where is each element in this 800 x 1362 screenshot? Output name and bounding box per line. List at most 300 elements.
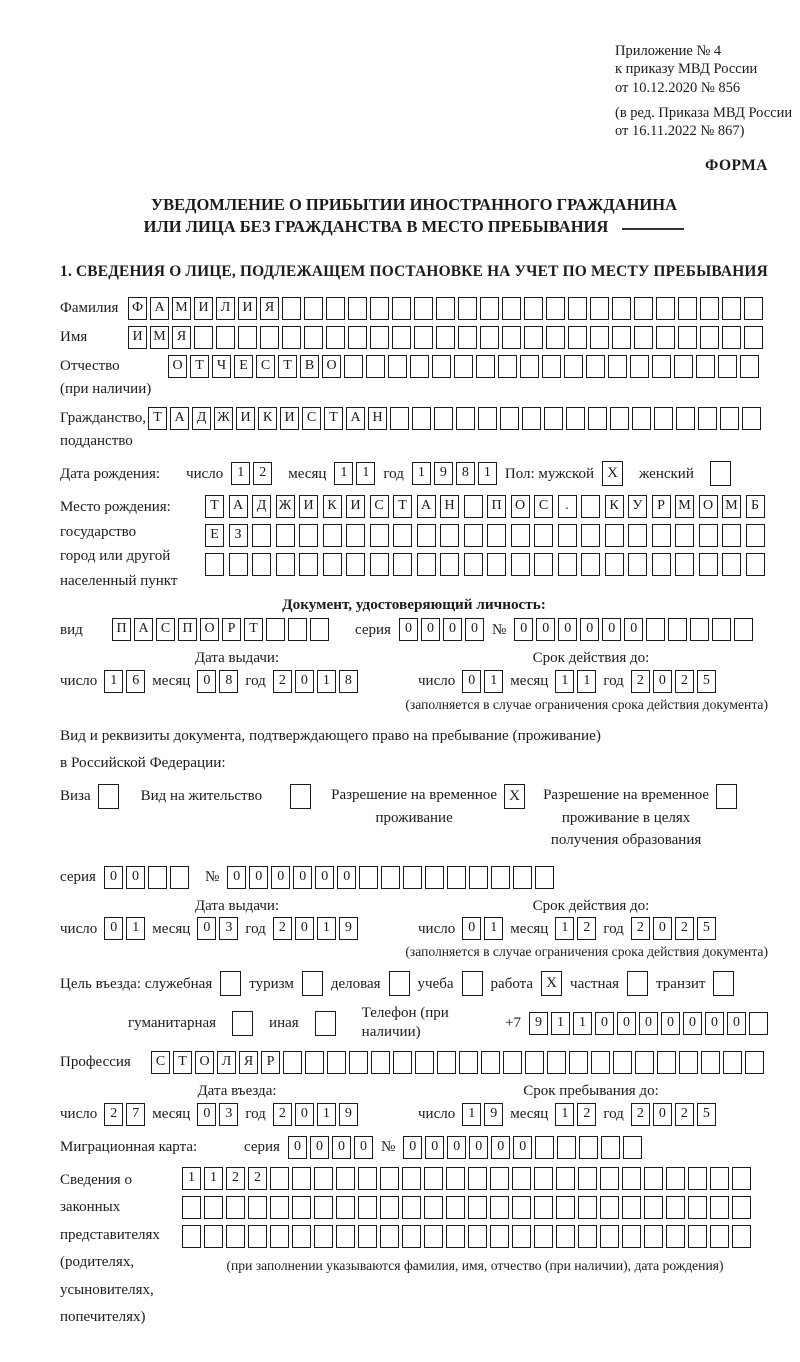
char-cell[interactable] [414,297,433,320]
char-cell[interactable] [656,326,675,349]
char-cell[interactable]: 2 [577,1103,596,1126]
char-cell[interactable] [558,553,577,576]
char-cell[interactable] [723,1051,742,1074]
char-cell[interactable] [392,326,411,349]
char-cell[interactable] [502,297,521,320]
char-cell[interactable] [688,1196,707,1219]
char-cell[interactable]: 0 [653,917,672,940]
char-cell[interactable]: 0 [653,670,672,693]
char-cell[interactable]: Б [746,495,765,518]
char-cell[interactable] [512,1196,531,1219]
char-cell[interactable] [469,866,488,889]
sex-male-checkbox[interactable]: X [602,461,623,486]
char-cell[interactable] [346,553,365,576]
char-cell[interactable] [502,326,521,349]
char-cell[interactable]: 0 [249,866,268,889]
char-cell[interactable]: П [178,618,197,641]
char-cell[interactable] [194,326,213,349]
char-cell[interactable]: 0 [465,618,484,641]
char-cell[interactable] [600,1167,619,1190]
char-cell[interactable]: 2 [675,1103,694,1126]
char-cell[interactable] [226,1225,245,1248]
purpose-work-checkbox[interactable]: X [541,971,562,996]
char-cell[interactable] [381,866,400,889]
char-cell[interactable] [304,326,323,349]
char-cell[interactable] [282,326,301,349]
char-cell[interactable] [393,553,412,576]
sex-female-checkbox[interactable] [710,461,731,486]
char-cell[interactable]: 0 [639,1012,658,1035]
char-cell[interactable]: 0 [197,917,216,940]
char-cell[interactable] [392,297,411,320]
char-cell[interactable] [734,618,753,641]
char-cell[interactable]: П [112,618,131,641]
char-cell[interactable] [358,1167,377,1190]
char-cell[interactable] [718,355,737,378]
char-cell[interactable] [464,524,483,547]
char-cell[interactable]: И [128,326,147,349]
char-cell[interactable] [698,407,717,430]
char-cell[interactable] [588,407,607,430]
char-cell[interactable] [590,297,609,320]
char-cell[interactable] [417,524,436,547]
char-cell[interactable] [700,297,719,320]
char-cell[interactable]: О [168,355,187,378]
char-cell[interactable] [578,1196,597,1219]
char-cell[interactable]: 5 [697,670,716,693]
char-cell[interactable] [534,1167,553,1190]
char-cell[interactable] [722,524,741,547]
char-cell[interactable] [740,355,759,378]
char-cell[interactable]: 2 [104,1103,123,1126]
char-cell[interactable] [578,1167,597,1190]
char-cell[interactable]: Ч [212,355,231,378]
char-cell[interactable]: 0 [513,1136,532,1159]
char-cell[interactable] [393,524,412,547]
char-cell[interactable]: 9 [484,1103,503,1126]
char-cell[interactable] [432,355,451,378]
char-cell[interactable]: Т [278,355,297,378]
char-cell[interactable] [581,524,600,547]
char-cell[interactable]: 0 [295,670,314,693]
char-cell[interactable]: 0 [558,618,577,641]
char-cell[interactable]: 1 [484,670,503,693]
char-cell[interactable] [314,1167,333,1190]
char-cell[interactable] [425,866,444,889]
char-cell[interactable] [746,524,765,547]
char-cell[interactable]: О [699,495,718,518]
char-cell[interactable]: 0 [443,618,462,641]
char-cell[interactable] [402,1225,421,1248]
char-cell[interactable]: З [229,524,248,547]
char-cell[interactable] [464,495,483,518]
char-cell[interactable]: Я [260,297,279,320]
char-cell[interactable] [710,1167,729,1190]
char-cell[interactable]: 1 [104,670,123,693]
char-cell[interactable]: 0 [469,1136,488,1159]
char-cell[interactable]: Р [652,495,671,518]
char-cell[interactable] [535,1136,554,1159]
char-cell[interactable] [632,407,651,430]
char-cell[interactable]: С [302,407,321,430]
char-cell[interactable] [314,1225,333,1248]
char-cell[interactable]: Я [239,1051,258,1074]
char-cell[interactable] [712,618,731,641]
temp-residence-education-checkbox[interactable] [716,784,737,809]
char-cell[interactable] [503,1051,522,1074]
char-cell[interactable] [282,297,301,320]
char-cell[interactable]: 0 [617,1012,636,1035]
char-cell[interactable] [205,553,224,576]
char-cell[interactable]: 0 [227,866,246,889]
char-cell[interactable]: 0 [399,618,418,641]
char-cell[interactable] [700,326,719,349]
char-cell[interactable] [511,553,530,576]
char-cell[interactable]: 2 [577,917,596,940]
char-cell[interactable]: 9 [434,462,453,485]
char-cell[interactable]: И [346,495,365,518]
char-cell[interactable]: К [258,407,277,430]
char-cell[interactable]: Т [393,495,412,518]
char-cell[interactable]: 0 [580,618,599,641]
char-cell[interactable] [238,326,257,349]
char-cell[interactable]: 2 [273,670,292,693]
char-cell[interactable]: 3 [219,1103,238,1126]
char-cell[interactable] [336,1167,355,1190]
char-cell[interactable] [581,495,600,518]
char-cell[interactable] [676,407,695,430]
char-cell[interactable] [652,524,671,547]
char-cell[interactable] [524,326,543,349]
char-cell[interactable] [380,1167,399,1190]
char-cell[interactable]: Т [205,495,224,518]
purpose-business-checkbox[interactable] [389,971,410,996]
char-cell[interactable] [710,1225,729,1248]
char-cell[interactable] [288,618,307,641]
char-cell[interactable]: 0 [514,618,533,641]
char-cell[interactable] [299,524,318,547]
char-cell[interactable] [556,1225,575,1248]
char-cell[interactable] [366,355,385,378]
char-cell[interactable] [327,1051,346,1074]
char-cell[interactable]: 0 [310,1136,329,1159]
char-cell[interactable] [644,1225,663,1248]
char-cell[interactable]: А [417,495,436,518]
char-cell[interactable] [623,1136,642,1159]
char-cell[interactable] [742,407,761,430]
char-cell[interactable] [534,1225,553,1248]
char-cell[interactable]: С [156,618,175,641]
char-cell[interactable] [323,553,342,576]
char-cell[interactable] [688,1167,707,1190]
char-cell[interactable] [601,1136,620,1159]
char-cell[interactable] [652,553,671,576]
char-cell[interactable]: М [150,326,169,349]
char-cell[interactable] [612,326,631,349]
char-cell[interactable]: 0 [315,866,334,889]
purpose-private-checkbox[interactable] [627,971,648,996]
char-cell[interactable]: 0 [271,866,290,889]
char-cell[interactable] [487,553,506,576]
char-cell[interactable]: 0 [295,1103,314,1126]
char-cell[interactable] [522,407,541,430]
char-cell[interactable] [646,618,665,641]
char-cell[interactable]: 1 [231,462,250,485]
char-cell[interactable] [732,1196,751,1219]
char-cell[interactable]: 0 [462,917,481,940]
char-cell[interactable]: 0 [491,1136,510,1159]
char-cell[interactable] [666,1196,685,1219]
char-cell[interactable] [403,866,422,889]
char-cell[interactable] [447,866,466,889]
char-cell[interactable] [446,1167,465,1190]
char-cell[interactable] [326,326,345,349]
char-cell[interactable]: И [280,407,299,430]
char-cell[interactable] [358,1196,377,1219]
char-cell[interactable] [490,1167,509,1190]
char-cell[interactable] [544,407,563,430]
char-cell[interactable] [591,1051,610,1074]
char-cell[interactable]: 0 [126,866,145,889]
char-cell[interactable]: 2 [248,1167,267,1190]
char-cell[interactable] [380,1225,399,1248]
char-cell[interactable]: В [300,355,319,378]
char-cell[interactable]: 0 [197,670,216,693]
char-cell[interactable]: 0 [595,1012,614,1035]
char-cell[interactable] [564,355,583,378]
char-cell[interactable]: 0 [624,618,643,641]
char-cell[interactable]: Ж [276,495,295,518]
char-cell[interactable] [652,355,671,378]
char-cell[interactable] [434,407,453,430]
char-cell[interactable]: 0 [288,1136,307,1159]
char-cell[interactable]: К [323,495,342,518]
char-cell[interactable] [666,1167,685,1190]
char-cell[interactable] [305,1051,324,1074]
char-cell[interactable] [628,553,647,576]
char-cell[interactable] [468,1225,487,1248]
char-cell[interactable]: 3 [219,917,238,940]
char-cell[interactable]: Т [173,1051,192,1074]
char-cell[interactable] [182,1225,201,1248]
char-cell[interactable] [546,297,565,320]
char-cell[interactable]: И [236,407,255,430]
char-cell[interactable] [668,618,687,641]
char-cell[interactable] [270,1167,289,1190]
char-cell[interactable]: 9 [339,1103,358,1126]
visa-checkbox[interactable] [98,784,119,809]
char-cell[interactable] [613,1051,632,1074]
char-cell[interactable]: 1 [317,1103,336,1126]
char-cell[interactable] [534,524,553,547]
char-cell[interactable] [622,1225,641,1248]
char-cell[interactable] [525,1051,544,1074]
char-cell[interactable]: 0 [536,618,555,641]
char-cell[interactable]: 1 [573,1012,592,1035]
char-cell[interactable] [458,326,477,349]
char-cell[interactable]: Д [252,495,271,518]
char-cell[interactable]: 1 [577,670,596,693]
char-cell[interactable]: 0 [354,1136,373,1159]
char-cell[interactable] [388,355,407,378]
char-cell[interactable] [749,1012,768,1035]
char-cell[interactable]: А [229,495,248,518]
char-cell[interactable] [458,297,477,320]
char-cell[interactable] [675,524,694,547]
char-cell[interactable]: 5 [697,917,716,940]
char-cell[interactable]: Т [244,618,263,641]
char-cell[interactable] [292,1196,311,1219]
char-cell[interactable] [476,355,495,378]
char-cell[interactable]: О [200,618,219,641]
char-cell[interactable]: 1 [356,462,375,485]
char-cell[interactable] [675,553,694,576]
char-cell[interactable]: 1 [555,917,574,940]
char-cell[interactable] [380,1196,399,1219]
char-cell[interactable] [657,1051,676,1074]
char-cell[interactable]: 2 [675,917,694,940]
char-cell[interactable] [414,326,433,349]
purpose-transit-checkbox[interactable] [713,971,734,996]
char-cell[interactable]: М [172,297,191,320]
char-cell[interactable] [569,1051,588,1074]
char-cell[interactable] [557,1136,576,1159]
char-cell[interactable] [678,297,697,320]
char-cell[interactable]: 1 [182,1167,201,1190]
char-cell[interactable] [622,1167,641,1190]
char-cell[interactable]: С [151,1051,170,1074]
char-cell[interactable] [393,1051,412,1074]
char-cell[interactable]: О [511,495,530,518]
char-cell[interactable]: 1 [484,917,503,940]
char-cell[interactable] [456,407,475,430]
purpose-tourism-checkbox[interactable] [302,971,323,996]
char-cell[interactable] [674,355,693,378]
char-cell[interactable]: 2 [253,462,272,485]
char-cell[interactable] [654,407,673,430]
char-cell[interactable] [310,618,329,641]
char-cell[interactable] [644,1167,663,1190]
char-cell[interactable] [480,297,499,320]
char-cell[interactable]: А [150,297,169,320]
char-cell[interactable] [359,866,378,889]
char-cell[interactable] [558,524,577,547]
char-cell[interactable]: С [256,355,275,378]
char-cell[interactable] [481,1051,500,1074]
char-cell[interactable] [252,553,271,576]
char-cell[interactable] [390,407,409,430]
char-cell[interactable]: Ж [214,407,233,430]
char-cell[interactable]: О [195,1051,214,1074]
char-cell[interactable] [229,553,248,576]
char-cell[interactable] [204,1225,223,1248]
char-cell[interactable] [590,326,609,349]
char-cell[interactable]: И [194,297,213,320]
char-cell[interactable]: Т [324,407,343,430]
char-cell[interactable] [542,355,561,378]
char-cell[interactable] [370,553,389,576]
char-cell[interactable]: 0 [462,670,481,693]
char-cell[interactable]: С [534,495,553,518]
char-cell[interactable]: И [238,297,257,320]
char-cell[interactable]: 2 [273,917,292,940]
char-cell[interactable] [722,297,741,320]
char-cell[interactable] [746,553,765,576]
char-cell[interactable] [568,326,587,349]
char-cell[interactable]: 1 [334,462,353,485]
char-cell[interactable] [605,553,624,576]
char-cell[interactable] [326,297,345,320]
char-cell[interactable] [292,1225,311,1248]
char-cell[interactable] [744,297,763,320]
char-cell[interactable] [446,1225,465,1248]
char-cell[interactable]: 1 [555,670,574,693]
char-cell[interactable]: 1 [317,670,336,693]
char-cell[interactable]: У [628,495,647,518]
char-cell[interactable]: 0 [683,1012,702,1035]
char-cell[interactable] [283,1051,302,1074]
char-cell[interactable] [566,407,585,430]
char-cell[interactable] [666,1225,685,1248]
char-cell[interactable]: Т [148,407,167,430]
char-cell[interactable] [546,326,565,349]
char-cell[interactable] [412,407,431,430]
temp-residence-checkbox[interactable]: X [504,784,525,809]
char-cell[interactable] [204,1196,223,1219]
char-cell[interactable] [512,1167,531,1190]
char-cell[interactable]: 0 [661,1012,680,1035]
char-cell[interactable]: 8 [219,670,238,693]
char-cell[interactable]: 0 [337,866,356,889]
char-cell[interactable] [622,1196,641,1219]
char-cell[interactable]: 2 [631,1103,650,1126]
char-cell[interactable] [534,553,553,576]
char-cell[interactable] [568,297,587,320]
char-cell[interactable] [511,524,530,547]
char-cell[interactable] [578,1225,597,1248]
char-cell[interactable] [581,553,600,576]
char-cell[interactable]: Л [216,297,235,320]
char-cell[interactable] [468,1196,487,1219]
char-cell[interactable]: Р [261,1051,280,1074]
char-cell[interactable] [216,326,235,349]
char-cell[interactable] [628,524,647,547]
char-cell[interactable]: 7 [126,1103,145,1126]
char-cell[interactable] [491,866,510,889]
char-cell[interactable]: О [322,355,341,378]
char-cell[interactable] [600,1196,619,1219]
char-cell[interactable] [348,297,367,320]
char-cell[interactable]: . [558,495,577,518]
char-cell[interactable] [634,326,653,349]
char-cell[interactable]: М [722,495,741,518]
char-cell[interactable] [417,553,436,576]
char-cell[interactable] [323,524,342,547]
char-cell[interactable] [634,297,653,320]
char-cell[interactable] [732,1225,751,1248]
char-cell[interactable]: Т [190,355,209,378]
char-cell[interactable] [371,1051,390,1074]
char-cell[interactable] [608,355,627,378]
char-cell[interactable] [437,1051,456,1074]
char-cell[interactable] [415,1051,434,1074]
char-cell[interactable]: 1 [462,1103,481,1126]
char-cell[interactable]: Н [368,407,387,430]
purpose-study-checkbox[interactable] [462,971,483,996]
char-cell[interactable] [436,326,455,349]
char-cell[interactable]: 0 [403,1136,422,1159]
char-cell[interactable]: С [370,495,389,518]
